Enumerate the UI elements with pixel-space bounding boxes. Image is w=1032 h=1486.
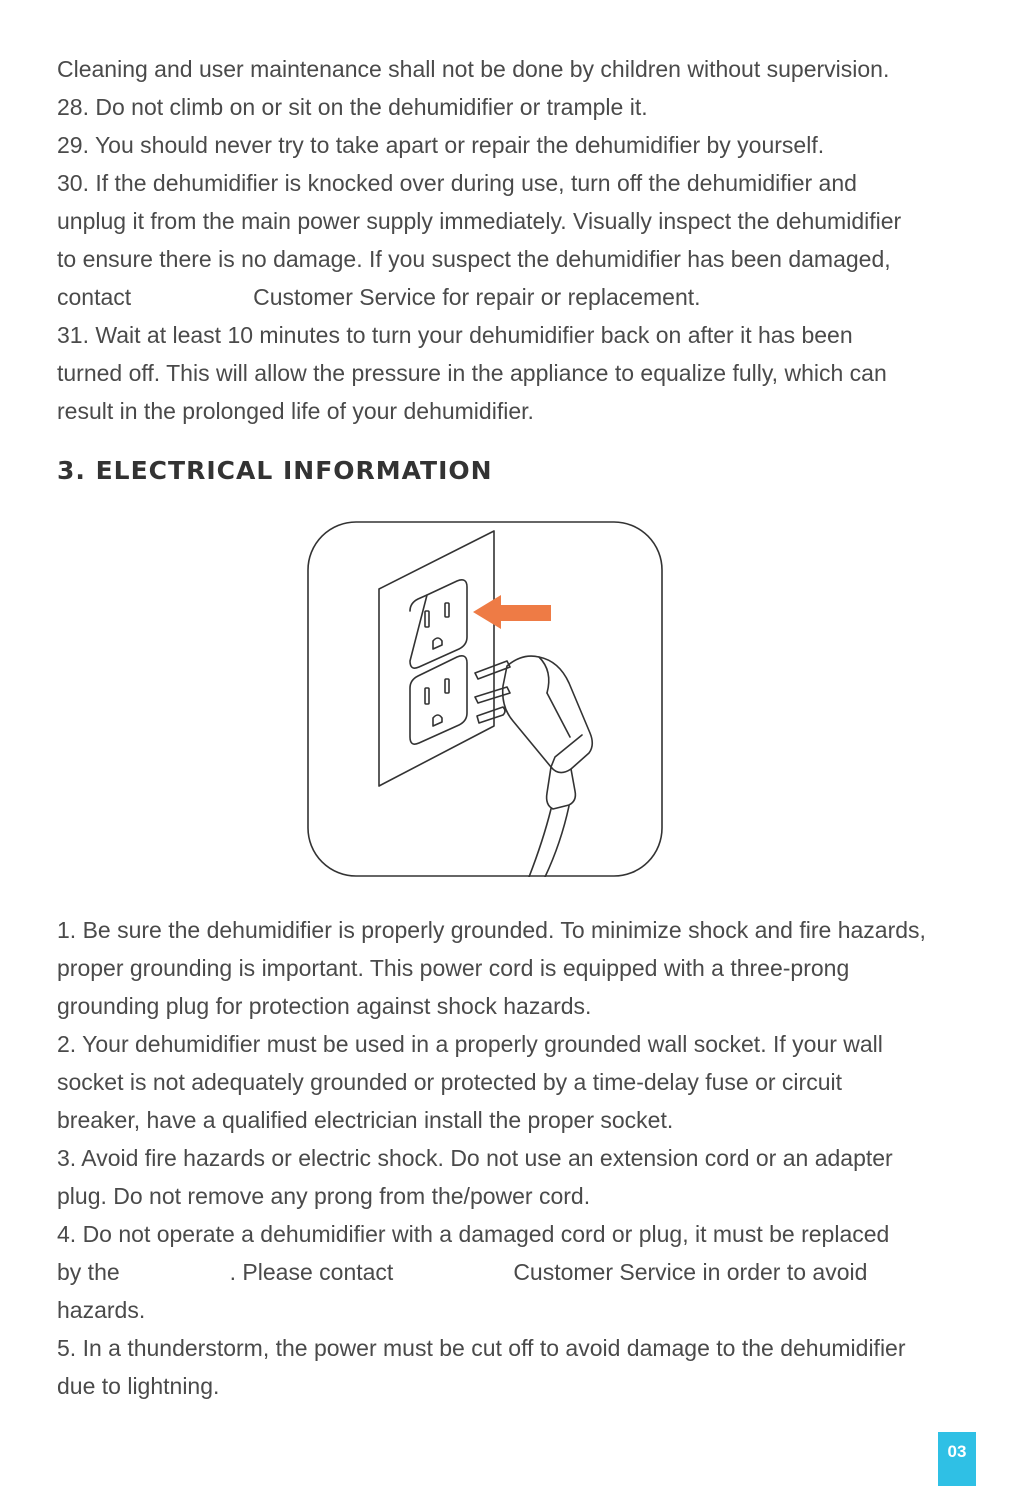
text-line: socket is not adequately grounded or protected by a time-delay fuse or circuit xyxy=(57,1069,842,1095)
section-heading: 3. ELECTRICAL INFORMATION xyxy=(57,456,493,485)
item-4: 4. Do not operate a dehumidifier with a damaged cord or plug, it must be replaced xyxy=(57,1221,890,1247)
item-30: 30. If the dehumidifier is knocked over during use, turn off the dehumidifier and xyxy=(57,170,857,196)
page-number-badge: 03 xyxy=(938,1432,976,1486)
text-fragment: by the xyxy=(57,1259,120,1285)
text-line: grounding plug for protection against shock hazards. xyxy=(57,993,592,1019)
outlet-plug-icon xyxy=(307,521,663,877)
text-line xyxy=(57,278,992,316)
arrow-icon xyxy=(473,595,551,629)
text-line: proper grounding is important. This power cord is equipped with a three-prong xyxy=(57,955,850,981)
item-29: 29. You should never try to take apart or repair the dehumidifier by yourself. xyxy=(57,132,825,158)
text-line: breaker, have a qualified electrician install the proper socket. xyxy=(57,1107,674,1133)
text-fragment: Customer Service in order to avoid xyxy=(513,1259,868,1285)
item-2: 2. Your dehumidifier must be used in a properly grounded wall socket. If your wall xyxy=(57,1031,883,1057)
text-line xyxy=(57,1253,992,1291)
text-fragment: . Please contact xyxy=(229,1259,394,1285)
text-fragment: Customer Service for repair or replacement. xyxy=(253,284,701,310)
text-line: plug. Do not remove any prong from the/power cord. xyxy=(57,1183,591,1209)
bottom-text-block xyxy=(57,911,992,1405)
item-28: 28. Do not climb on or sit on the dehumidifier or trample it. xyxy=(57,94,648,120)
text-line: to ensure there is no damage. If you suspect the dehumidifier has been damaged, xyxy=(57,246,891,272)
item-5: 5. In a thunderstorm, the power must be cut off to avoid damage to the dehumidifier xyxy=(57,1335,906,1361)
text-line: turned off. This will allow the pressure in the appliance to equalize fully, which can xyxy=(57,360,887,386)
wall-outlet-illustration xyxy=(307,521,663,877)
item-1: 1. Be sure the dehumidifier is properly grounded. To minimize shock and fire hazards, xyxy=(57,917,926,943)
item-31: 31. Wait at least 10 minutes to turn your dehumidifier back on after it has been xyxy=(57,322,853,348)
text-line: result in the prolonged life of your dehumidifier. xyxy=(57,398,534,424)
item-3: 3. Avoid fire hazards or electric shock. Do not use an extension cord or an adapter xyxy=(57,1145,893,1171)
text-line: due to lightning. xyxy=(57,1373,220,1399)
text-fragment: contact xyxy=(57,284,132,310)
text-line: unplug it from the main power supply immediately. Visually inspect the dehumidifier xyxy=(57,208,902,234)
text-line: hazards. xyxy=(57,1297,146,1323)
top-text-block xyxy=(57,50,992,430)
text-line: Cleaning and user maintenance shall not be done by children without supervision. xyxy=(57,56,890,82)
